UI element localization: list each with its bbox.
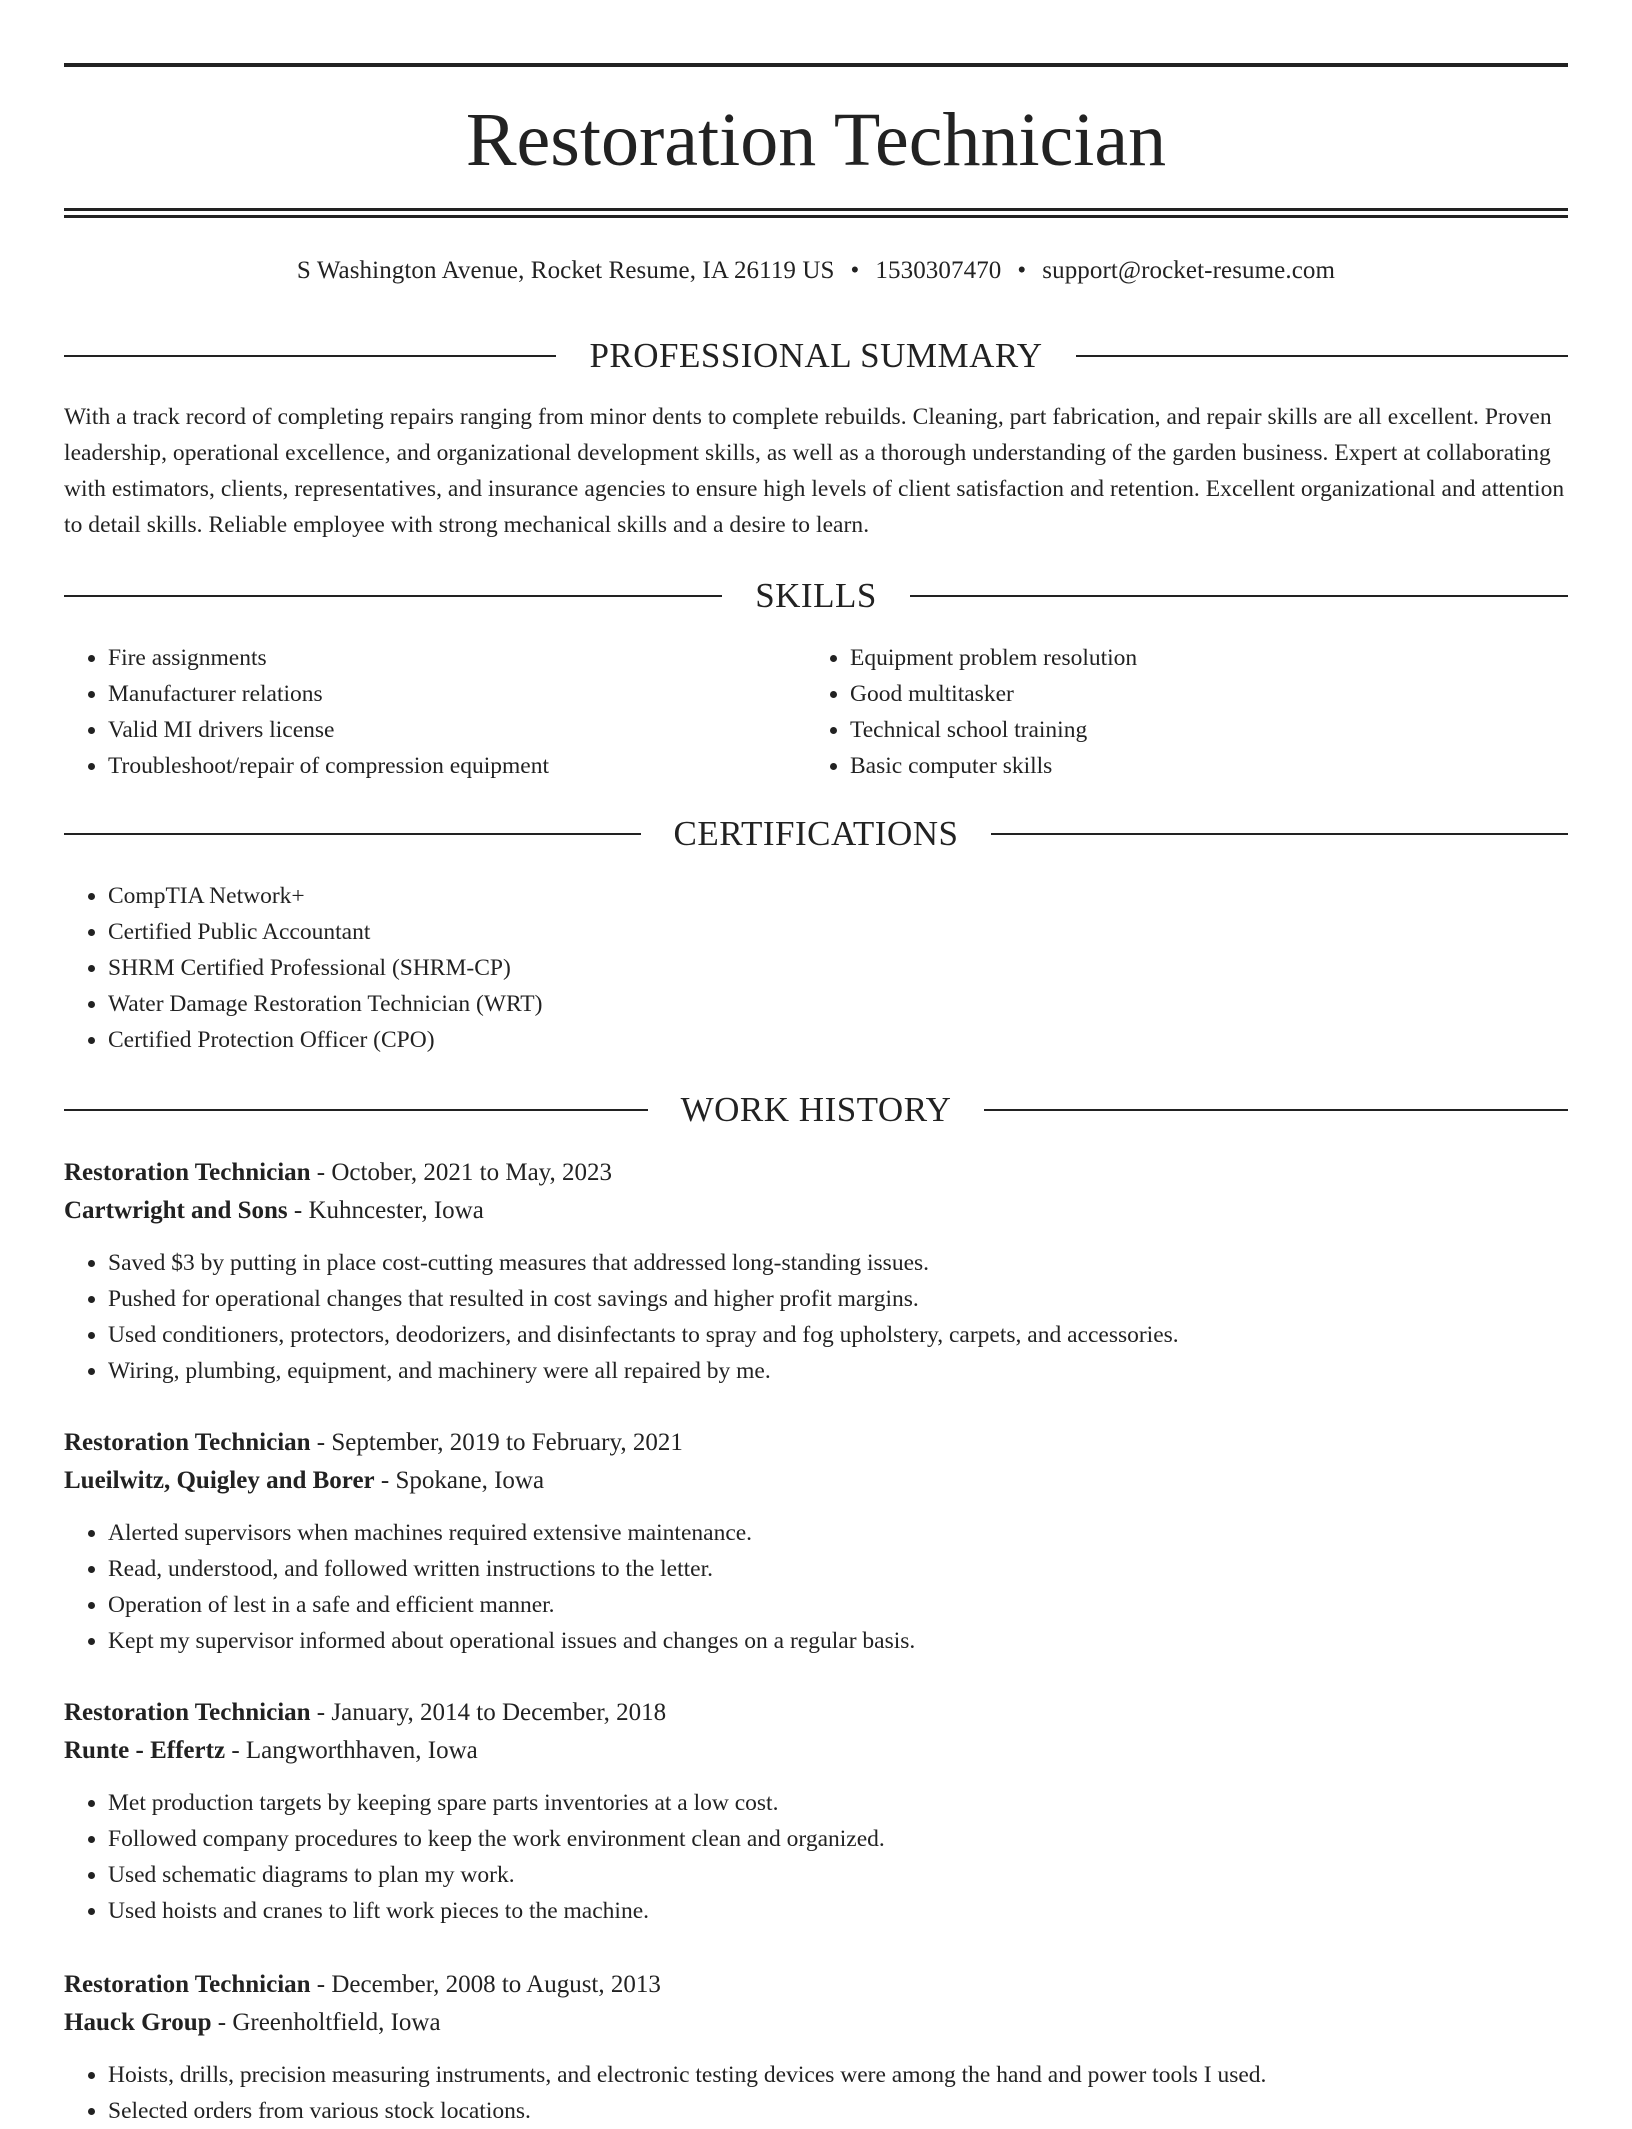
heading-rule-right [991, 833, 1568, 835]
skill-item: • Good multitasker [850, 676, 1550, 712]
job-bullet: • Operation of lest in a safe and efficient manner. [108, 1587, 1568, 1623]
section-heading-label: CERTIFICATIONS [673, 814, 959, 853]
job-dates: - October, 2021 to May, 2023 [310, 1159, 613, 1186]
certifications-list [64, 878, 1508, 1058]
job-company: Hauck Group [64, 2009, 212, 2036]
job-dates: - January, 2014 to December, 2018 [310, 1699, 667, 1726]
job-company-line [64, 1732, 1568, 1770]
heading-rule-left [64, 595, 722, 597]
summary-text: With a track record of completing repairs ranging from minor dents to complete rebuilds. Cleaning, part fabrication, and repair skills are all excellent. Proven leadership, operational excellence, and organizational development skills, as well as a thorough understanding of the garden business. Expert at collaborating with estimators, clients, representatives, and insurance agencies to ensure high levels of client satisfaction and retention. Excellent organizational and attention to detail skills. Reliable employee with strong mechanical skills and a desire to learn. [64, 404, 1565, 538]
section-heading-certifications [64, 812, 1568, 856]
page-title: Restoration Technician [465, 98, 1167, 182]
job-bullet: • Selected orders from various stock locations. [108, 2093, 1568, 2129]
job-company-line [64, 2004, 1568, 2042]
contact-email: support@rocket-resume.com [1042, 257, 1336, 284]
job-entry [64, 1966, 1568, 2129]
job-title: Restoration Technician [64, 1429, 311, 1456]
job-bullets [64, 1245, 1568, 1389]
job-location: - Greenholtfield, Iowa [211, 2009, 441, 2036]
job-bullet: • Alerted supervisors when machines required extensive maintenance. [108, 1515, 1568, 1551]
certification-item: • Water Damage Restoration Technician (WRT) [108, 986, 1508, 1022]
heading-rule-left [64, 1109, 648, 1111]
job-bullets [64, 2057, 1568, 2129]
contact-separator: • [850, 257, 860, 284]
job-bullet: • Used hoists and cranes to lift work pieces to the machine. [108, 1893, 1568, 1929]
job-bullet: • Read, understood, and followed written instructions to the letter. [108, 1551, 1568, 1587]
job-bullet: • Used conditioners, protectors, deodorizers, and disinfectants to spray and fog upholstery, carpets, and accessories. [108, 1317, 1568, 1353]
certification-item: • Certified Protection Officer (CPO) [108, 1022, 1508, 1058]
job-entry [64, 1154, 1568, 1389]
skill-item: • Basic computer skills [850, 748, 1550, 784]
contact-line [64, 254, 1568, 288]
skills-list-right [806, 640, 1550, 784]
heading-rule-right [984, 1109, 1568, 1111]
job-bullets [64, 1785, 1568, 1929]
section-heading-label: PROFESSIONAL SUMMARY [589, 336, 1043, 375]
job-entry [64, 1424, 1568, 1659]
job-bullet: • Met production targets by keeping spare parts inventories at a low cost. [108, 1785, 1568, 1821]
certification-item: • CompTIA Network+ [108, 878, 1508, 914]
job-company-line [64, 1462, 1568, 1500]
certification-item: • SHRM Certified Professional (SHRM-CP) [108, 950, 1508, 986]
heading-rule-right [1076, 355, 1568, 357]
skill-item: • Fire assignments [108, 640, 808, 676]
job-dates: - December, 2008 to August, 2013 [310, 1971, 661, 1998]
job-bullet: • Hoists, drills, precision measuring instruments, and electronic testing devices were among the hand and power tools I used. [108, 2057, 1568, 2093]
heading-rule-right [910, 595, 1568, 597]
header-top-rule [64, 63, 1568, 67]
skill-item: • Technical school training [850, 712, 1550, 748]
job-title-line [64, 1966, 1568, 2004]
job-title-line [64, 1424, 1568, 1462]
job-company: Cartwright and Sons [64, 1197, 288, 1224]
job-title: Restoration Technician [64, 1159, 311, 1186]
job-company-line [64, 1192, 1568, 1230]
skill-item: • Manufacturer relations [108, 676, 808, 712]
header-double-rule-lower [64, 215, 1568, 218]
job-title: Restoration Technician [64, 1699, 311, 1726]
skill-item: • Equipment problem resolution [850, 640, 1550, 676]
section-heading-label: WORK HISTORY [680, 1090, 952, 1129]
job-dates: - September, 2019 to February, 2021 [310, 1429, 683, 1456]
job-title: Restoration Technician [64, 1971, 311, 1998]
job-entry [64, 1694, 1568, 1929]
contact-phone: 1530307470 [875, 257, 1002, 284]
section-heading-label: SKILLS [755, 576, 877, 615]
job-company: Lueilwitz, Quigley and Borer [64, 1467, 375, 1494]
job-location: - Kuhncester, Iowa [287, 1197, 484, 1224]
job-location: - Spokane, Iowa [374, 1467, 545, 1494]
heading-rule-left [64, 355, 556, 357]
contact-separator: • [1017, 257, 1027, 284]
job-bullets [64, 1515, 1568, 1659]
job-title-line [64, 1154, 1568, 1192]
job-bullet: • Followed company procedures to keep the work environment clean and organized. [108, 1821, 1568, 1857]
job-title-line [64, 1694, 1568, 1732]
skill-item: • Troubleshoot/repair of compression equipment [108, 748, 808, 784]
job-bullet: • Kept my supervisor informed about operational issues and changes on a regular basis. [108, 1623, 1568, 1659]
skills-list-left [64, 640, 808, 784]
contact-address: S Washington Avenue, Rocket Resume, IA 26119 US [296, 257, 835, 284]
skill-item: • Valid MI drivers license [108, 712, 808, 748]
heading-rule-left [64, 833, 641, 835]
section-heading-skills [64, 574, 1568, 618]
job-company: Runte - Effertz [64, 1737, 226, 1764]
job-bullet: • Used schematic diagrams to plan my work. [108, 1857, 1568, 1893]
section-heading-summary [64, 334, 1568, 378]
job-bullet: • Pushed for operational changes that resulted in cost savings and higher profit margins. [108, 1281, 1568, 1317]
job-location: - Langworthhaven, Iowa [225, 1737, 478, 1764]
job-bullet: • Saved $3 by putting in place cost-cutting measures that addressed long-standing issues. [108, 1245, 1568, 1281]
header-double-rule-upper [64, 208, 1568, 211]
job-bullet: • Wiring, plumbing, equipment, and machinery were all repaired by me. [108, 1353, 1568, 1389]
section-heading-work-history [64, 1088, 1568, 1132]
certification-item: • Certified Public Accountant [108, 914, 1508, 950]
